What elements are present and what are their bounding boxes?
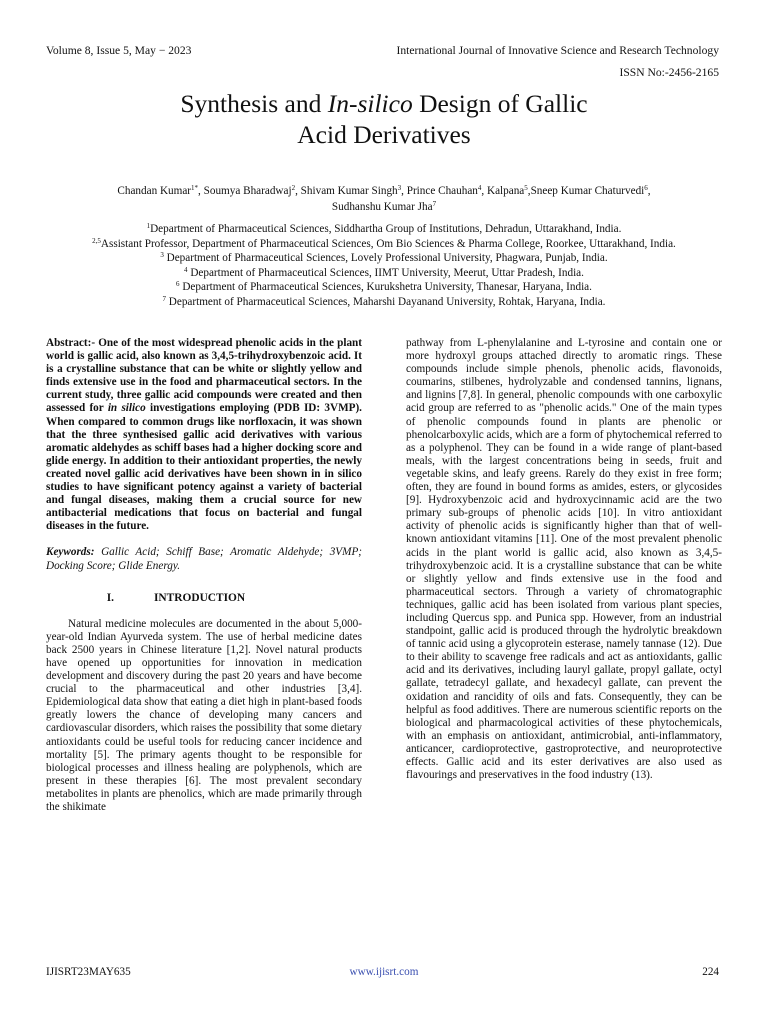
intro-paragraph-left: Natural medicine molecules are documented in the about 5,000-year-old Indian Ayurveda system. The use of herbal medicine dates back 2500 years in Chinese literature [1,2]. Novel natural products have opened up opportunities for innovation in medication development and discovery during the past 20 years and have become crucial to the pharmaceutical and other industries [3,4]. Epidemiological data show that eating a diet high in plant-based foods greatly lowers the chance of developing many cancers and cardiovascular disorders, which raises the possibility that some dietary antioxidants could be useful tools for reducing cancer incidence and mortality [5]. The primary agents thought to be responsible for biological processes and illness healing are polyphenols, which are present in these therapies [6]. The most prevalent secondary metabolites in plants are phenolics, which are made primarily through the shikimate [46,617,362,813]
author-2-sup: 2 [291,184,296,192]
affiliation-4: $^4$ Department of Pharmaceutical Sciences, IIMT University, Meerut, Uttar Pradesh, India. [184,265,584,279]
volume-issue: Volume 8, Issue 5, May − 2023 [46,44,192,57]
author-6-end: , [647,185,651,197]
intro-paragraph-right: pathway from L-phenylalanine and L-tyrosine and contain one or more hydroxyl groups attached directly to aromatic rings. These compounds include simple phenols, phenolic acids, flavonoids, coumarins, stilbenes, hydrolyzable and condensed tannins, lignans, and lignins [7,8]. In general, phenolic compounds with one carboxylic acid group are referred to as "phenolic acids." One of the main types of phenolic compounds found in plants are phenolic or phenolcarboxylic acids, which are a form of phytochemical referred to as a polyphenol. They can be found in a wide range of plant-based meals, with the largest concentrations being in seeds, fruit and vegetable skins, and leafy greens. Rarely do they exist in free form; often, they are found in bound forms as amides, esters, or glycosides [9]. Hydroxybenzoic acid and hydroxycinnamic acid are the two primary sub-groups of phenolic acids [10]. In vitro antioxidant activity of phenolic acids is significantly higher than that of well-known antioxidant vitamins [11]. One of the most prevalent phenolic acids in the plant world is gallic acid, also known as 3,4,5-trihydroxybenzoic acid. It is a crystalline substance that can be white or slightly yellow and finds extensive use in the food and pharmaceutical sectors. Through a variety of chromatographic techniques, gallic acid has been isolated from various plant species, including Quercus spp. and Punica spp. However, from an industrial standpoint, gallic acid is produced through the hydrolytic breakdown of tannic acid using a glycoprotein esterase, namely tannase (12). Due to their ability to scavenge free radicals and act as antioxidants, gallic acid and its derivatives, including lauryl gallate, propyl gallate, octyl gallate, tetradecyl gallate, and hexadecyl gallate, can prevent the oxidation and rancidity of oils and fats. Consequently, they can be helpful as food additives. There are numerous scientific reports on the biological and pharmacological activities of these phytochemicals, with an emphasis on antioxidant, antimicrobial, anti-inflammatory, anticancer, cardioprotective, gastroprotective, and neuroprotective effects. Gallic acid and its ester derivatives are also used as flavourings and preservatives in the food industry (13). [406,337,722,782]
author-5: , Kalpana [481,185,525,197]
page-number: 224 [702,966,719,978]
author-3: , Shivam Kumar Singh [295,185,398,197]
title-line2: Acid Derivatives [297,120,471,149]
affiliation-5: $^6$ Department of Pharmaceutical Sciences, Kurukshetra University, Thanesar, Haryana, India. [176,280,592,294]
author-1-sup: 1* [191,184,199,192]
author-7: Sudhanshu Kumar Jha [331,201,433,213]
author-6-sup: 6 [644,184,648,192]
affiliation-3: $^3$ Department of Pharmaceutical Sciences, Lovely Professional University, Phagwara, Punjab, India. [160,251,608,265]
journal-url[interactable]: www.ijisrt.com [349,966,419,978]
author-1: Chandan Kumar [117,185,192,197]
author-7-sup: 7 [432,200,437,208]
keywords-text: Gallic Acid; Schiff Base; Aromatic Aldehyde; 3VMP; Docking Score; Glide Energy. [46,546,362,572]
journal-name: International Journal of Innovative Science and Research Technology [396,44,719,57]
author-3-sup: 3 [397,184,402,192]
title-italic: In-silico [327,89,413,118]
author-list [60,183,708,215]
section-title: INTRODUCTION [154,591,246,604]
article-code: IJISRT23MAY635 [46,966,131,978]
issn: ISSN No:-2456-2165 [619,66,719,79]
author-4-sup: 4 [477,184,482,192]
affiliation-2: $^{2,5}$Assistant Professor, Department of Pharmaceutical Sciences, Om Bio Sciences & Pharma College, Roorkee, Uttarakhand, India. [92,236,676,250]
affiliations [40,222,728,310]
section-heading [46,592,362,605]
abstract: Abstract:- One of the most widespread phenolic acids in the plant world is gallic acid, also known as 3,4,5-trihydroxybenzoic acid. It is a crystalline substance that can be white or slightly yellow and finds extensive use in the food and pharmaceutical sectors. In the current study, three gallic acid compounds were created and then assessed for in silico investigations employing (PDB ID: 3VMP). When compared to common drugs like norfloxacin, it was shown that the three synthesised gallic acid derivatives with various aromatic aldehydes as schiff bases had a higher docking score and glide energy. In addition to their antioxidant properties, the newly created novel gallic acid derivatives have been shown in in silico studies to have significant potency against a variety of bacterial and fungal diseases, making them a crucial source for new antibacterial medications that focus on bacterial and fungal diseases in the future. [46,337,362,533]
paper-title [60,88,708,150]
left-column [46,337,362,814]
keywords [46,546,362,572]
title-part2: Design of Gallic [412,89,588,118]
affiliation-6: $^7$ Department of Pharmaceutical Sciences, Maharshi Dayanand University, Rohtak, Haryana, India. [162,294,606,308]
affiliation-1: $^1$Department of Pharmaceutical Sciences, Siddhartha Group of Institutions, Dehradun, Uttarakhand, India. [146,222,622,235]
right-column [406,337,722,782]
author-2: , Soumya Bharadwaj [198,185,292,197]
author-4: , Prince Chauhan [401,185,478,197]
title-part1: Synthesis and [180,89,328,118]
keywords-label: Keywords: [46,546,95,559]
author-5-sup: 5 [524,184,528,192]
section-number: I. [106,591,114,604]
author-6: ,Sneep Kumar Chaturvedi [527,185,645,197]
